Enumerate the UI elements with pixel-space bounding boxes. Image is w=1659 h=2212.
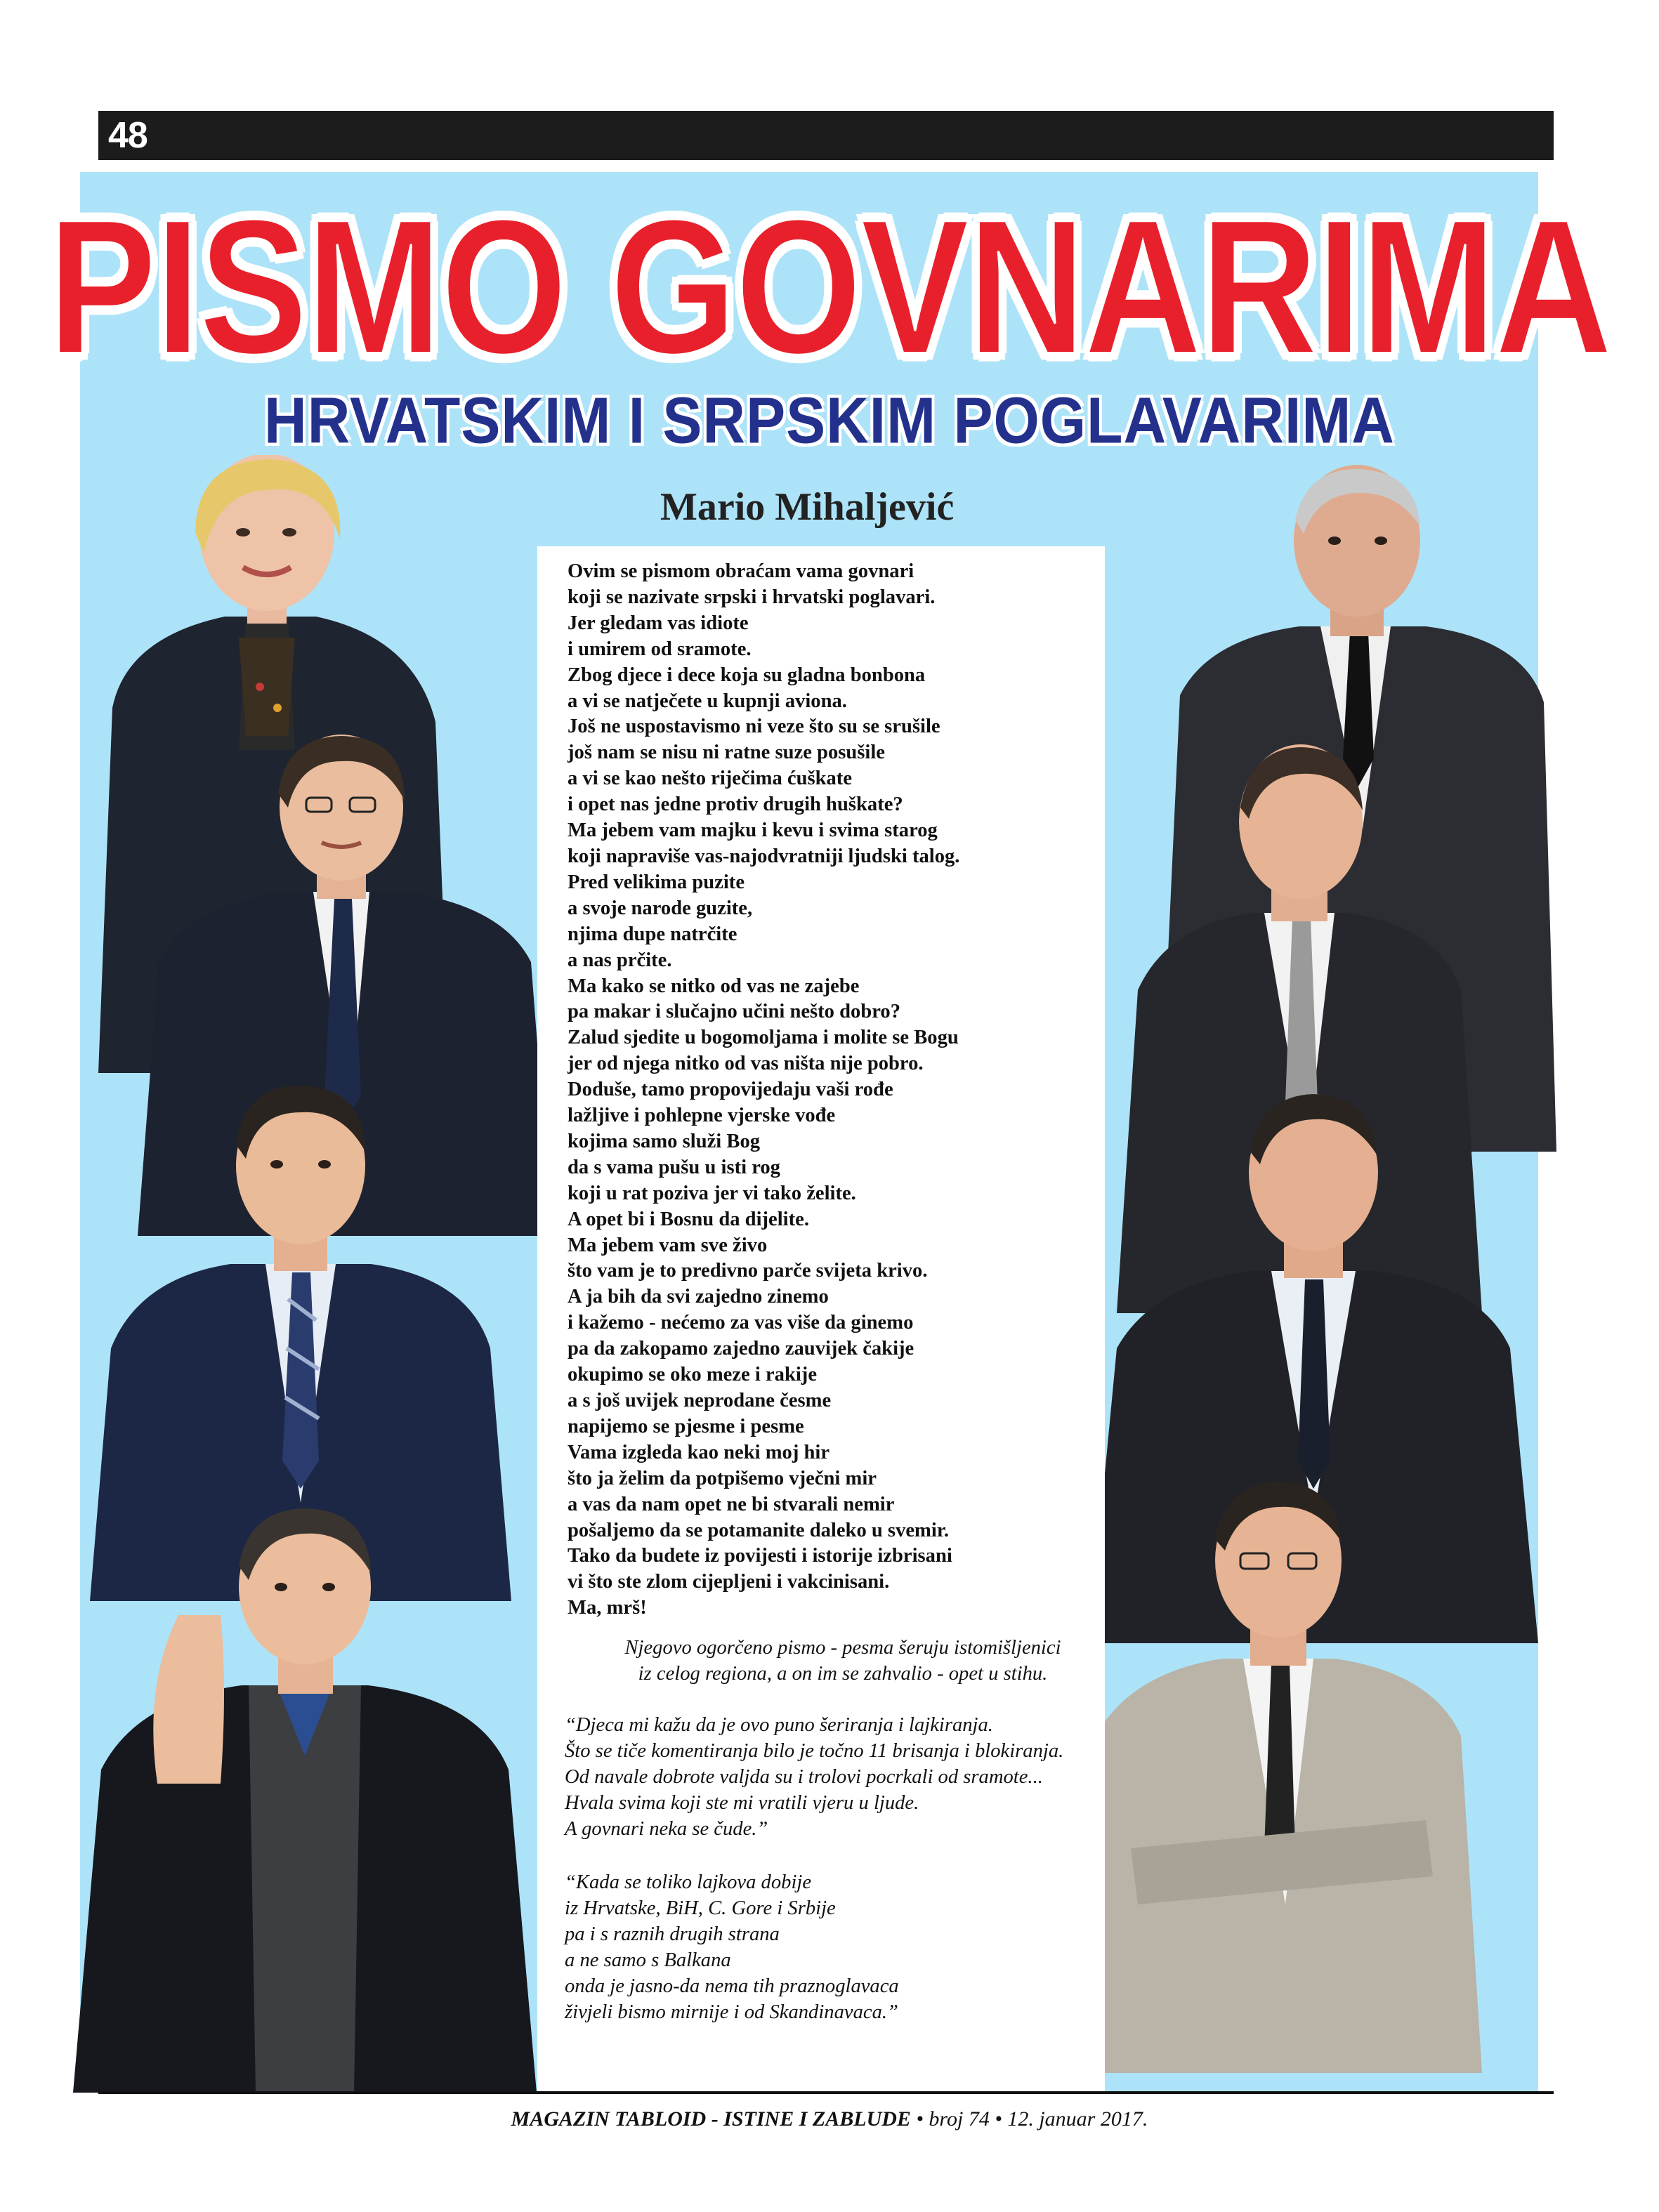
footer-issue-date: • broj 74 • 12. januar 2017. (916, 2107, 1148, 2131)
article-headline: PISMO GOVNARIMA (48, 180, 1611, 395)
reply-verse-two: “Kada se toliko lajkova dobije iz Hrvatske, BiH, C. Gore i Srbije pa i s raznih drugih strana a ne samo s Balkana onda je jasno-da nema tih praznoglavaca živjeli bismo mirnije i od Skandinavaca.” (565, 1871, 899, 2023)
reply-verse-one: “Djeca mi kažu da je ovo puno šeriranja i lajkiranja. Što se tiče komentiranja bilo je točno 11 brisanja i blokiranja. Od navale dobrote valjda su i trolovi pocrkali od sramote... Hvala svima koji ste mi vratili vjeru u ljude. A govnari neka se čude.” (565, 1714, 1064, 1840)
author-byline: Mario Mihaljević (660, 485, 955, 529)
poem-text: Ovim se pismom obraćam vama govnari koji se nazivate srpski i hrvatski poglavari. Jer gledam vas idiote i umirem od sramote. Zbog djece i dece koja su gladna bonbona a vi se natječete u kupnji aviona. Još ne uspostavismo ni veze što su se srušile još nam se nisu ni ratne suze posušile a vi se kao nešto riječima ćuškate i opet nas jedne protiv drugih huškate? Ma jebem vam majku i kevu i svima starog koji napraviše vas-najodvratniji ljudski talog. Pred velikima puzite a svoje narode guzite, njima dupe natrčite a nas prčite. Ma kako se nitko od vas ne zajebe pa makar i slučajno učini nešto dobro? Zalud sjedite u bogomoljama i molite se Bogu jer od njega nitko od vas ništa nije pobro. Doduše, tamo propovijedaju vaši rođe lažljive i pohlepne vjerske vođe kojima samo služi Bog da s vama pušu u isti rog koji u rat poziva jer vi tako želite. A opet bi i Bosnu da dijelite. Ma jebem vam sve živo što vam je to predivno parče svijeta krivo. A ja bih da svi zajedno zinemo i kažemo - nećemo za vas više da ginemo pa da zakopamo zajedno zauvijek čakije okupimo se oko meze i rakije a s još uvijek neprodane česme napijemo se pjesme i pesme Vama izgleda kao neki moj hir što ja želim da potpišemo vječni mir a vas da nam opet ne bi stvarali nemir pošaljemo da se potamanite daleko u svemir. Tako da budete iz povijesti i istorije izbrisani vi što ste zlom cijepljeni i vakcinisani. Ma, mrš! (568, 560, 960, 1619)
article-subheadline: HRVATSKIM I SRPSKIM POGLAVARIMA (264, 383, 1395, 457)
footer-magazine-name: MAGAZIN TABLOID - ISTINE I ZABLUDE (511, 2107, 911, 2131)
reply-intro: Njegovo ogorčeno pismo - pesma šeruju istomišljenici iz celog regiona, a on im se zahvalio - opet u stihu. (624, 1637, 1061, 1685)
photo-man-politician-8 (1075, 1455, 1482, 2073)
footer-rule (98, 2091, 1554, 2094)
page-footer (0, 2105, 1659, 2133)
page-header-bar (98, 111, 1554, 160)
photo-man-politician-4 (73, 1475, 537, 2093)
page-number: 48 (108, 115, 147, 156)
